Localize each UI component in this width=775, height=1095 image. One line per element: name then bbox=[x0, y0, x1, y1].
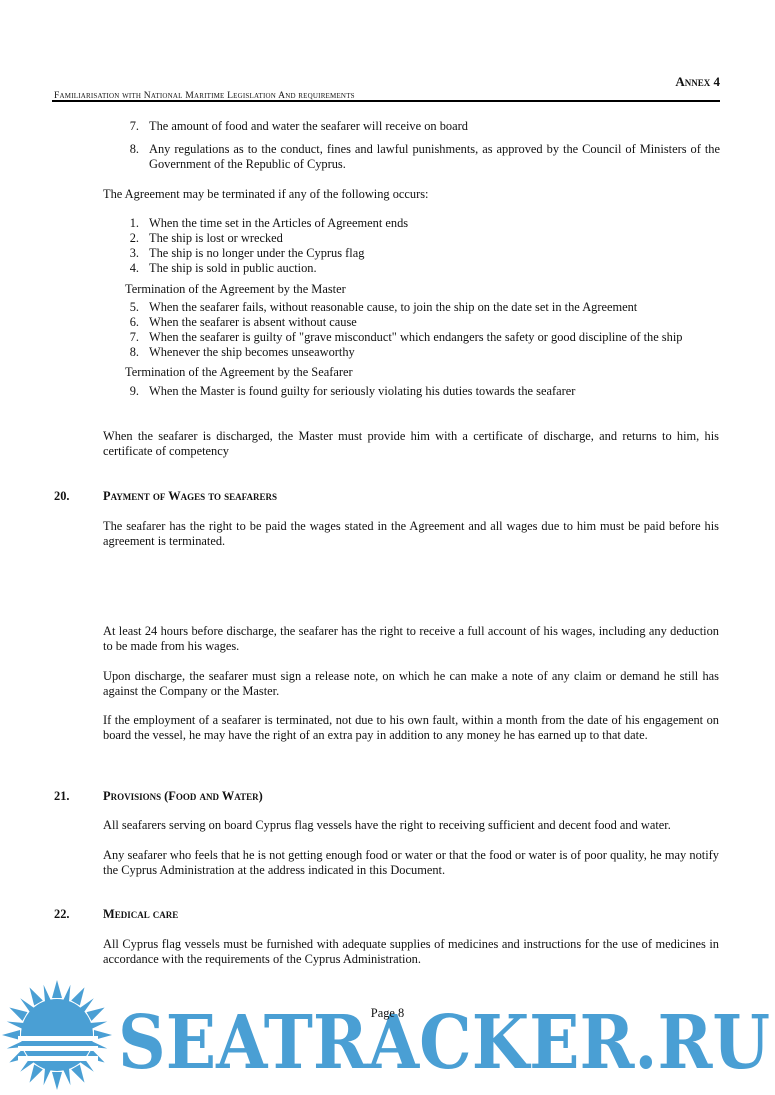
list-number: 9. bbox=[129, 384, 139, 398]
section-paragraph: All seafarers serving on board Cyprus flag vessels have the right to receiving sufficient and decent food and water. bbox=[103, 818, 671, 832]
termination-intro: The Agreement may be terminated if any of the following occurs: bbox=[103, 187, 429, 201]
list-item: The ship is sold in public auction. bbox=[149, 261, 317, 275]
discharge-paragraph: When the seafarer is discharged, the Master must provide him with a certificate of discharge, and returns to him, his certificate of competency bbox=[103, 429, 719, 458]
termination-by-seafarer-heading: Termination of the Agreement by the Seafarer bbox=[125, 365, 353, 379]
list-item: When the Master is found guilty for seriously violating his duties towards the seafarer bbox=[149, 384, 576, 398]
list-number: 8. bbox=[129, 142, 139, 156]
section-paragraph: The seafarer has the right to be paid the wages stated in the Agreement and all wages due to him must be paid before his agreement is terminated. bbox=[103, 519, 719, 548]
list-item: When the seafarer is absent without cause bbox=[149, 315, 357, 329]
list-item: Whenever the ship becomes unseaworthy bbox=[149, 345, 355, 359]
list-number: 7. bbox=[129, 330, 139, 344]
section-title: Medical care bbox=[103, 907, 179, 921]
section-title: Payment of Wages to seafarers bbox=[103, 489, 277, 503]
list-item: Any regulations as to the conduct, fines and lawful punishments, as approved by the Council of Ministers of the Government of the Republic of Cyprus. bbox=[149, 142, 720, 171]
list-item: When the time set in the Articles of Agreement ends bbox=[149, 216, 409, 230]
section-number: 21. bbox=[54, 789, 70, 803]
list-number: 2. bbox=[129, 231, 139, 245]
list-number: 4. bbox=[129, 261, 139, 275]
section-paragraph: At least 24 hours before discharge, the seafarer has the right to receive a full account of his wages, including any deduction to be made from his wages. bbox=[103, 624, 719, 653]
list-number: 5. bbox=[129, 300, 139, 314]
list-item: The amount of food and water the seafarer will receive on board bbox=[149, 119, 468, 133]
section-paragraph: All Cyprus flag vessels must be furnished with adequate supplies of medicines and instructions for the use of medicines in accordance with the requirements of the Cyprus Administration. bbox=[103, 937, 719, 966]
section-number: 20. bbox=[54, 489, 70, 503]
sun-logo-icon bbox=[2, 980, 112, 1090]
section-title: Provisions (Food and Water) bbox=[103, 789, 263, 803]
watermark-text: SEATRACKER.RU bbox=[118, 1000, 770, 1086]
section-paragraph: Upon discharge, the seafarer must sign a release note, on which he can make a note of any claim or demand he still has against the Company or the Master. bbox=[103, 669, 719, 698]
list-item: When the seafarer fails, without reasonable cause, to join the ship on the date set in the Agreement bbox=[149, 300, 638, 314]
section-paragraph: If the employment of a seafarer is terminated, not due to his own fault, within a month from the date of his engagement on board the vessel, he may have the right of an extra pay in addition to any money he has earned up to that date. bbox=[103, 713, 719, 742]
list-item: The ship is lost or wrecked bbox=[149, 231, 283, 245]
list-item: When the seafarer is guilty of "grave misconduct" which endangers the safety or good discipline of the ship bbox=[149, 330, 683, 344]
list-number: 6. bbox=[129, 315, 139, 329]
annex-label: Annex 4 bbox=[675, 74, 720, 89]
list-number: 8. bbox=[129, 345, 139, 359]
list-number: 1. bbox=[129, 216, 139, 230]
section-number: 22. bbox=[54, 907, 70, 921]
page-number: Page 8 bbox=[370, 1006, 405, 1020]
seatracker-watermark bbox=[0, 978, 775, 1095]
section-paragraph: Any seafarer who feels that he is not getting enough food or water or that the food or water is of poor quality, he may notify the Cyprus Administration at the address indicated in this Document. bbox=[103, 848, 719, 877]
list-number: 7. bbox=[129, 119, 139, 133]
list-item: The ship is no longer under the Cyprus flag bbox=[149, 246, 365, 260]
header-rule bbox=[52, 100, 720, 102]
document-header-title: Familiarisation with National Maritime Legislation And requirements bbox=[54, 90, 355, 101]
termination-by-master-heading: Termination of the Agreement by the Master bbox=[125, 282, 346, 296]
list-number: 3. bbox=[129, 246, 139, 260]
